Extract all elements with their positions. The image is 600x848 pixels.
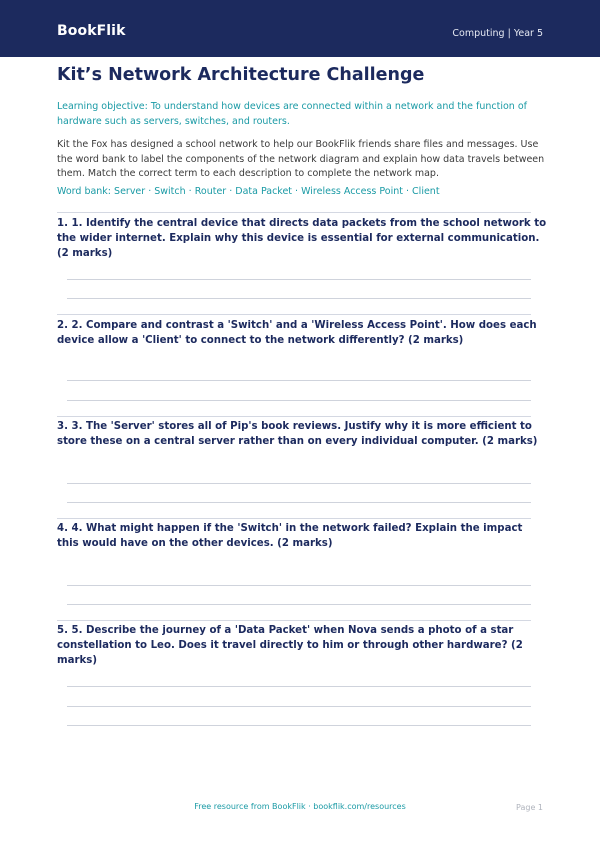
answer-line[interactable] [67, 502, 531, 503]
answer-line[interactable] [67, 585, 531, 586]
footer-resource-link[interactable]: Free resource from BookFlik · bookflik.com/resources [194, 802, 406, 811]
answer-line[interactable] [67, 686, 531, 687]
question-4: 4. 4. What might happen if the 'Switch' in the network failed? Explain the impact this would have on the other devices. (2 marks) [57, 523, 523, 549]
learning-objective: Learning objective: To understand how devices are connected within a network and the function of hardware such as servers, switches, and routers. [57, 101, 527, 127]
answer-line[interactable] [67, 725, 531, 726]
answer-line[interactable] [67, 706, 531, 707]
question-divider [57, 212, 531, 213]
answer-line[interactable] [67, 279, 531, 280]
question-2: 2. 2. Compare and contrast a 'Switch' and a 'Wireless Access Point'. How does each device allow a 'Client' to connect to the network differently? (2 marks) [57, 320, 537, 346]
question-1: 1. 1. Identify the central device that directs data packets from the school network to the wider internet. Explain why this device is essential for external communication. (2 marks) [57, 218, 547, 259]
subject-year-label: Computing | Year 5 [452, 28, 543, 39]
answer-line[interactable] [67, 483, 531, 484]
brand-logo-text: BookFlik [57, 23, 126, 39]
answer-line[interactable] [67, 604, 531, 605]
question-5: 5. 5. Describe the journey of a 'Data Packet' when Nova sends a photo of a star constellation to Leo. Does it travel directly to him or through other hardware? (2 marks) [57, 625, 523, 666]
page-number: Page 1 [516, 803, 543, 812]
answer-line[interactable] [67, 400, 531, 401]
question-divider [57, 620, 531, 621]
question-divider [57, 518, 531, 519]
worksheet-title: Kit’s Network Architecture Challenge [57, 65, 425, 85]
question-divider [57, 416, 531, 417]
question-3: 3. 3. The 'Server' stores all of Pip's book reviews. Justify why it is more efficient to store these on a central server rather than on every individual computer. (2 marks) [57, 421, 538, 447]
word-bank: Word bank: Server · Switch · Router · Data Packet · Wireless Access Point · Client [57, 186, 440, 197]
answer-line[interactable] [67, 298, 531, 299]
answer-line[interactable] [67, 380, 531, 381]
question-divider [57, 314, 531, 315]
intro-paragraph: Kit the Fox has designed a school network to help our BookFlik friends share files and messages. Use the word bank to label the components of the network diagram and explain how data travels between them. Match the correct term to each description to complete the network map. [57, 139, 545, 179]
page-header [0, 0, 600, 57]
